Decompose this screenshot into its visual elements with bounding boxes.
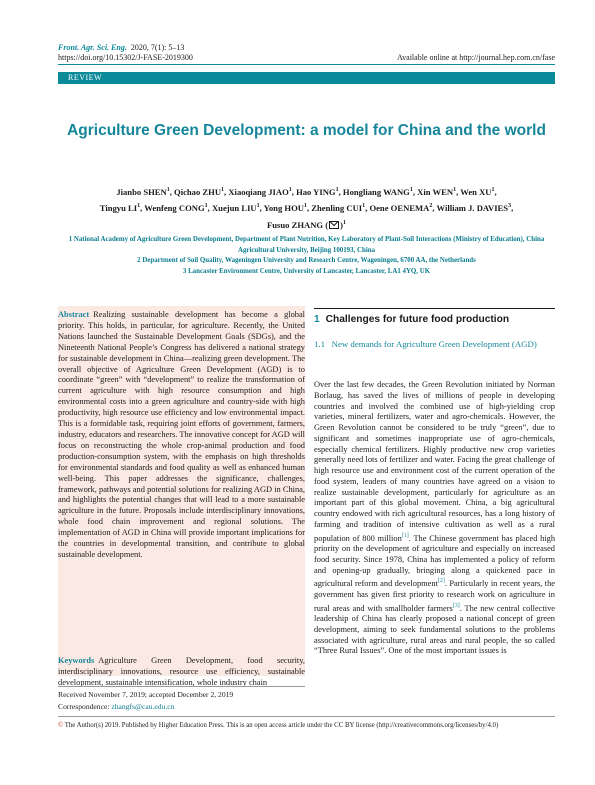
- author-affil-sup: 1: [343, 219, 346, 226]
- body-text: . Particularly in recent years, the government has given first priority to research work on agriculture in rural areas and with smallholder farmers: [314, 579, 555, 613]
- journal-name: Front. Agr. Sci. Eng.: [58, 43, 127, 52]
- body-text: . The Chinese government has placed high priority on the development of agriculture and especially on increased food security. Since 1978, China has implemented a policy of reform and opening-up gradually, bringing along a quickened pace in agricultural reform and development: [314, 533, 556, 589]
- footer-rule: [58, 716, 555, 717]
- keywords: [58, 656, 305, 689]
- author-name: Hao YING: [296, 186, 336, 197]
- author-separator: ,: [412, 186, 418, 197]
- author-separator: ,: [494, 186, 497, 197]
- author-name: Jianbo SHEN: [116, 186, 167, 197]
- author-affil-sup: 1: [362, 203, 366, 210]
- author-affil-sup: 1: [453, 187, 457, 193]
- author-affil-sup: 1: [204, 203, 208, 210]
- author-name: Xiaoqiang JIAO: [228, 186, 289, 197]
- keywords-body: Agriculture Green Development, food security, interdisciplinary innovations, resource use efficiency, sustainable development, sustainable intensification, whole industry chain: [58, 656, 305, 687]
- author-separator: ,: [291, 186, 297, 197]
- author-name: Oene OENEMA: [369, 203, 430, 214]
- keywords-label: Keywords: [58, 656, 95, 665]
- affiliation-1: 1 National Academy of Agriculture Green Development, Department of Plant Nutrition, Key Laboratory of Plant-Soil Interactions (Ministry of Education), China Agricultural University, Beijing 100193, China: [68, 236, 545, 254]
- author-affil-sup: 1: [221, 187, 225, 193]
- author-name: William J. DAVIES: [436, 203, 509, 214]
- author-separator: ,: [169, 186, 175, 197]
- author-separator: ,: [259, 203, 264, 214]
- author-affil-sup: 1: [166, 187, 170, 193]
- author-affil-sup: 1: [335, 187, 339, 193]
- author-line-3: [58, 216, 555, 232]
- author-separator: ,: [456, 186, 461, 197]
- received-dates: Received November 7, 2019; accepted December 2, 2019: [58, 686, 305, 700]
- section-title: Challenges for future food production: [325, 314, 510, 325]
- author-separator: ,: [207, 203, 212, 214]
- author-affil-sup: 1: [137, 203, 141, 210]
- author-separator: ,: [306, 203, 312, 214]
- section-number: 1: [314, 314, 320, 325]
- author-name: Yong HOU: [263, 203, 304, 214]
- copyright-icon: ©: [58, 722, 64, 729]
- author-affil-sup: 1: [288, 187, 292, 193]
- envelope-icon[interactable]: [329, 221, 339, 229]
- correspondence-email[interactable]: zhangfs@cau.edu.cn: [111, 702, 175, 711]
- author-separator: ,: [511, 203, 514, 214]
- author-affil-sup: 2: [429, 203, 433, 210]
- author-name: Wen XU: [460, 186, 492, 197]
- author-name: Xuejun LIU: [211, 203, 257, 214]
- author-separator: ,: [432, 203, 437, 214]
- author-line-2: [58, 199, 555, 215]
- section-label: REVIEW: [68, 73, 103, 82]
- abstract-body: Realizing sustainable development has become a global priority. This holds, in particular, for agriculture. Recently, the United Nations launched the Sustainable Development Goals (SDGs), and the Nineteenth National People’s Congress has delivered a national strategy for sustainable development in China—realizing green development. The overall objective of Agriculture Green Development (AGD) is to coordinate “green” with “development” to realize the transformation of current agriculture with high resource consumption and high environmental costs into a green agriculture and country-side with high productivity, high resource use efficiency and low environmental impact. This is a formidable task, requiring joint efforts of government, farmers, industry, educators and researchers. The innovative concept for AGD will focus on reconstructing the whole crop-animal production and food production-consumption system, with the emphasis on high thresholds for environmental standards and food quality as well as enhanced human well-being. This paper addresses the significance, challenges, framework, pathways and potential solutions for realizing AGD in China, and highlights the potential changes that will lead to a more sustainable agriculture in the future. Proposals include interdisciplinary innovations, whole food chain improvement and regional solutions. The implementation of AGD in China will provide important implications for the countries in developmental transition, and contribute to global sustainable development.: [58, 310, 305, 559]
- copyright-footer: [58, 721, 555, 730]
- journal-volume: 2020, 7(1): 5–13: [130, 43, 185, 52]
- subsection-title: New demands for Agriculture Green Development (AGD): [331, 339, 537, 349]
- author-separator: ,: [140, 203, 145, 214]
- subsection-number: 1.1: [314, 339, 325, 349]
- affiliations: [58, 235, 555, 277]
- citation-ref[interactable]: [1]: [401, 532, 409, 539]
- correspondence-label: Correspondence:: [58, 702, 110, 711]
- header-rule: [58, 64, 555, 65]
- author-separator: ,: [365, 203, 370, 214]
- author-name: Tingyu LI: [99, 203, 138, 214]
- section-rule: [314, 308, 555, 309]
- review-band: [58, 72, 555, 84]
- author-name: Hongliang WANG: [342, 186, 410, 197]
- author-name: Wenfeng CONG: [144, 203, 205, 214]
- author-separator: ,: [224, 186, 229, 197]
- affiliation-2: 2 Department of Soil Quality, Wageningen University and Research Centre, Wageningen, 6700 AA, the Netherlands: [137, 257, 476, 264]
- author-name: Qichao ZHU: [174, 186, 222, 197]
- abstract: [58, 310, 305, 561]
- author-affil-sup: 1: [491, 187, 495, 193]
- journal-citation: [58, 43, 184, 53]
- body-text: . The new central collective leadership of China has clearly proposed a national concept of green development, aiming to seek fundamental solutions to the problems associated with agriculture, rural areas and rural people, the so called “Three Rural Issues”. One of the most important issues is: [314, 603, 555, 656]
- author-affil-sup: 1: [303, 203, 307, 210]
- author-line-1: [58, 183, 555, 199]
- author-name: Fusuo ZHANG (: [267, 219, 329, 230]
- affiliation-3: 3 Lancaster Environment Centre, University of Lancaster, Lancaster, LA1 4YQ, UK: [182, 267, 431, 275]
- citation-ref[interactable]: [2]: [437, 578, 445, 585]
- author-list: [58, 183, 555, 232]
- correspondence: [58, 702, 305, 712]
- article-title: Agriculture Green Development: a model for China and the world: [67, 122, 546, 139]
- author-affil-sup: 1: [409, 187, 413, 193]
- subsection-heading: [314, 338, 555, 350]
- citation-ref[interactable]: [3]: [452, 602, 460, 609]
- author-affil-sup: 3: [508, 203, 512, 210]
- doi-link[interactable]: https://doi.org/10.15302/J-FASE-2019300: [58, 53, 193, 62]
- author-name: Xin WEN: [417, 186, 454, 197]
- body-text: Over the last few decades, the Green Revolution initiated by Norman Borlaug, has saved the lives of millions of people in developing countries and involved the combined use of high-yielding crop varieties, mineral fertilizers, water and agro-chemicals. However, the Green Revolution cannot be considered to be truly “green”, due to significant and sometimes inappropriate use of agro-chemicals, especially chemical fertilizers. Highly productive new crop varieties generally need lots of fertilizer and water. Facing the great challenge of high resource use and environment cost of the current operation of the food system, leaders of many countries have agreed on a vision to realize sustainable development, particularly for agriculture as an important part of this global movement. China, a big agricultural country endowed with rich agricultural resources, has a long history of farming and tradition of intensive cultivation as well as a rural population of 800 million: [314, 380, 555, 543]
- abstract-label: Abstract: [58, 310, 90, 319]
- section-heading: [314, 313, 555, 326]
- body-paragraph: [314, 380, 555, 657]
- copyright-text: The Author(s) 2019. Published by Higher Education Press. This is an open access article under the CC BY license (http://creativecommons.org/licenses/by/4.0): [64, 722, 499, 729]
- author-separator: ,: [338, 186, 343, 197]
- availability-link[interactable]: Available online at http://journal.hep.com.cn/fase: [396, 53, 555, 62]
- author-paren: ): [340, 219, 343, 230]
- author-name: Zhenling CUI: [311, 203, 363, 214]
- author-affil-sup: 1: [256, 203, 260, 210]
